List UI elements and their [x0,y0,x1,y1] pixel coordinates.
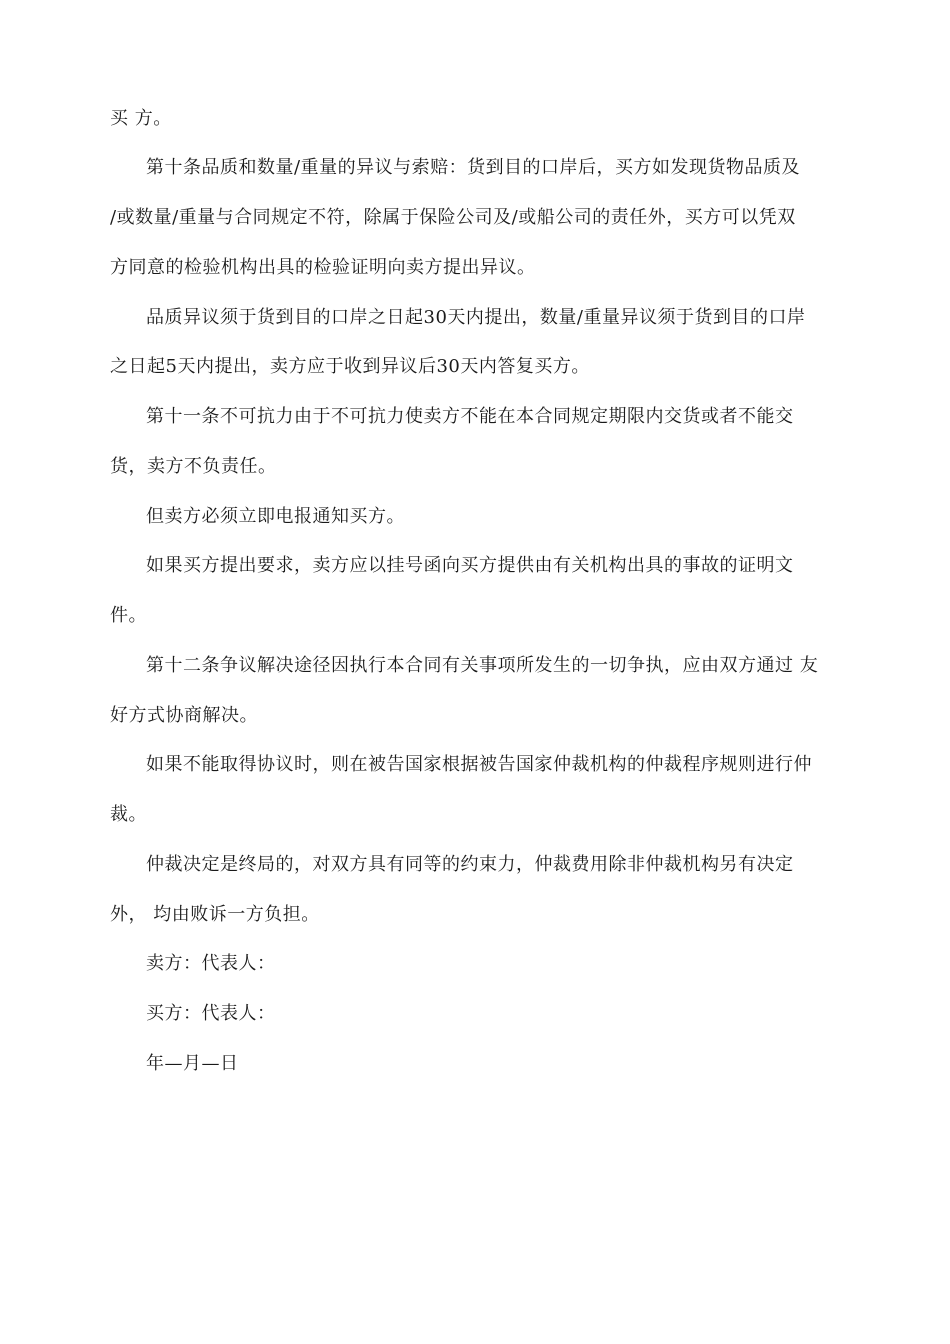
text-line: 外， 均由败诉一方负担。 [110,904,320,925]
clause-12-heading: 第十二条争议解决途径因执行本合同有关事项所发生的一切争执，应由双方通过 友 [146,655,819,676]
paragraph-start: 如果不能取得协议时，则在被告国家根据被告国家仲裁机构的仲裁程序规则进行仲 [146,754,812,775]
text-line: 货，卖方不负责任。 [110,456,277,477]
text-line: 裁。 [110,804,147,825]
text-line: 之日起5天内提出，卖方应于收到异议后30天内答复买方。 [110,356,590,377]
buyer-signature-line: 买方：代表人： [146,1003,276,1024]
text-line: 方同意的检验机构出具的检验证明向卖方提出异议。 [110,257,536,278]
text-line: 买 方。 [110,108,172,129]
paragraph-start: 但卖方必须立即电报通知买方。 [146,506,405,527]
paragraph-start: 如果买方提出要求，卖方应以挂号函向买方提供由有关机构出具的事故的证明文 [146,555,794,576]
clause-10-heading: 第十条品质和数量/重量的异议与索赔：货到目的口岸后，买方如发现货物品质及 [146,157,801,178]
paragraph-start: 品质异议须于货到目的口岸之日起30天内提出，数量/重量异议须于货到目的口岸 [146,307,806,328]
text-line: /或数量/重量与合同规定不符，除属于保险公司及/或船公司的责任外，买方可以凭双 [110,207,796,228]
date-line: 年—月—日 [146,1053,239,1074]
paragraph-start: 仲裁决定是终局的，对双方具有同等的约束力，仲裁费用除非仲裁机构另有决定 [146,854,794,875]
seller-signature-line: 卖方：代表人： [146,953,276,974]
text-line: 好方式协商解决。 [110,705,258,726]
clause-11-heading: 第十一条不可抗力由于不可抗力使卖方不能在本合同规定期限内交货或者不能交 [146,406,794,427]
text-line: 件。 [110,605,147,626]
